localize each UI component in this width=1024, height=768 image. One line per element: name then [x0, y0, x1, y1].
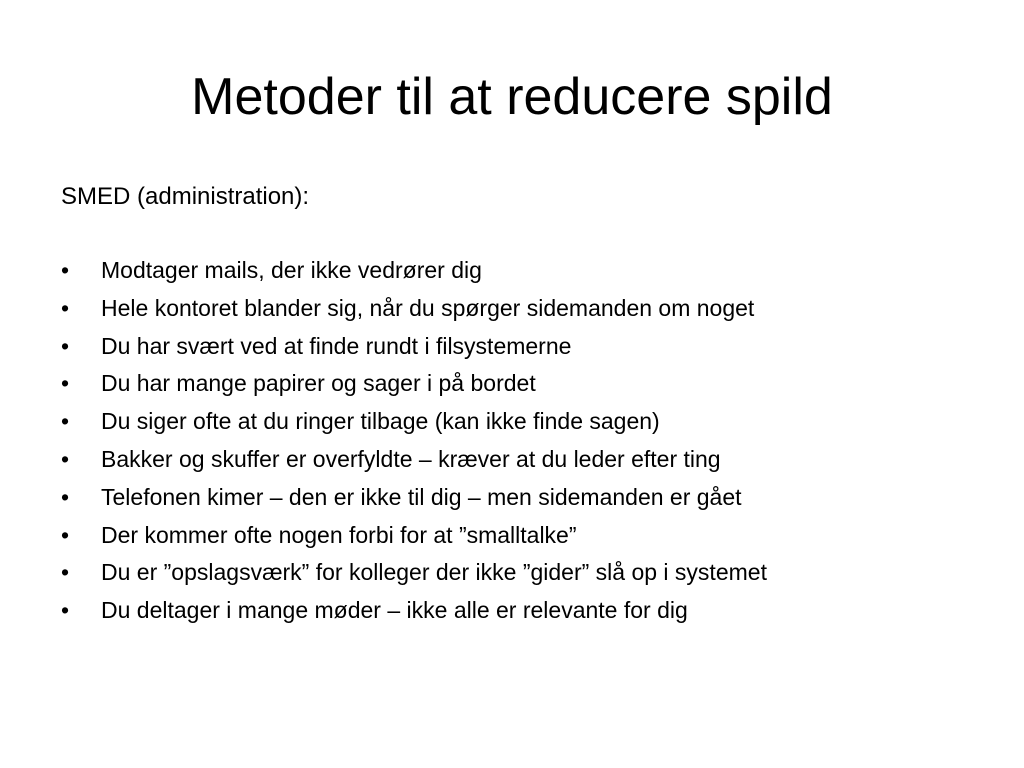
bullet-text: Telefonen kimer – den er ikke til dig – men sidemanden er gået: [101, 483, 742, 510]
section-subheading: SMED (administration):: [61, 183, 310, 210]
bullet-icon: •: [61, 332, 70, 359]
bullet-item: [61, 517, 961, 555]
bullet-icon: •: [61, 294, 70, 321]
slide-title: Metoder til at reducere spild: [191, 68, 833, 126]
bullet-text: Du er ”opslagsværk” for kolleger der ikke ”gider” slå op i systemet: [101, 559, 767, 586]
bullet-text: Du deltager i mange møder – ikke alle er relevante for dig: [101, 597, 688, 624]
bullet-item: [61, 403, 961, 441]
bullet-icon: •: [61, 559, 70, 586]
bullet-item: [61, 554, 961, 592]
spacer: [61, 215, 961, 252]
bullet-item: [61, 252, 961, 290]
bullet-text: Bakker og skuffer er overfyldte – kræver at du leder efter ting: [101, 445, 721, 472]
bullet-item: [61, 365, 961, 403]
bullet-icon: •: [61, 408, 70, 435]
bullet-text: Der kommer ofte nogen forbi for at ”smalltalke”: [101, 521, 577, 548]
bullet-text: Du har mange papirer og sager i på bordet: [101, 370, 536, 397]
bullet-text: Du siger ofte at du ringer tilbage (kan ikke finde sagen): [101, 408, 660, 435]
bullet-item: [61, 592, 961, 630]
bullet-icon: •: [61, 597, 70, 624]
bullet-icon: •: [61, 445, 70, 472]
bullet-item: [61, 328, 961, 366]
bullet-list: [61, 252, 961, 630]
bullet-icon: •: [61, 257, 70, 283]
bullet-icon: •: [61, 370, 70, 397]
bullet-icon: •: [61, 521, 70, 548]
bullet-text: Modtager mails, der ikke vedrører dig: [101, 257, 482, 283]
bullet-icon: •: [61, 483, 70, 510]
bullet-item: [61, 479, 961, 517]
bullet-item: [61, 290, 961, 328]
slide-body: [61, 178, 961, 630]
bullet-text: Hele kontoret blander sig, når du spørger sidemanden om noget: [101, 294, 755, 321]
bullet-text: Du har svært ved at finde rundt i filsystemerne: [101, 332, 572, 359]
bullet-item: [61, 441, 961, 479]
